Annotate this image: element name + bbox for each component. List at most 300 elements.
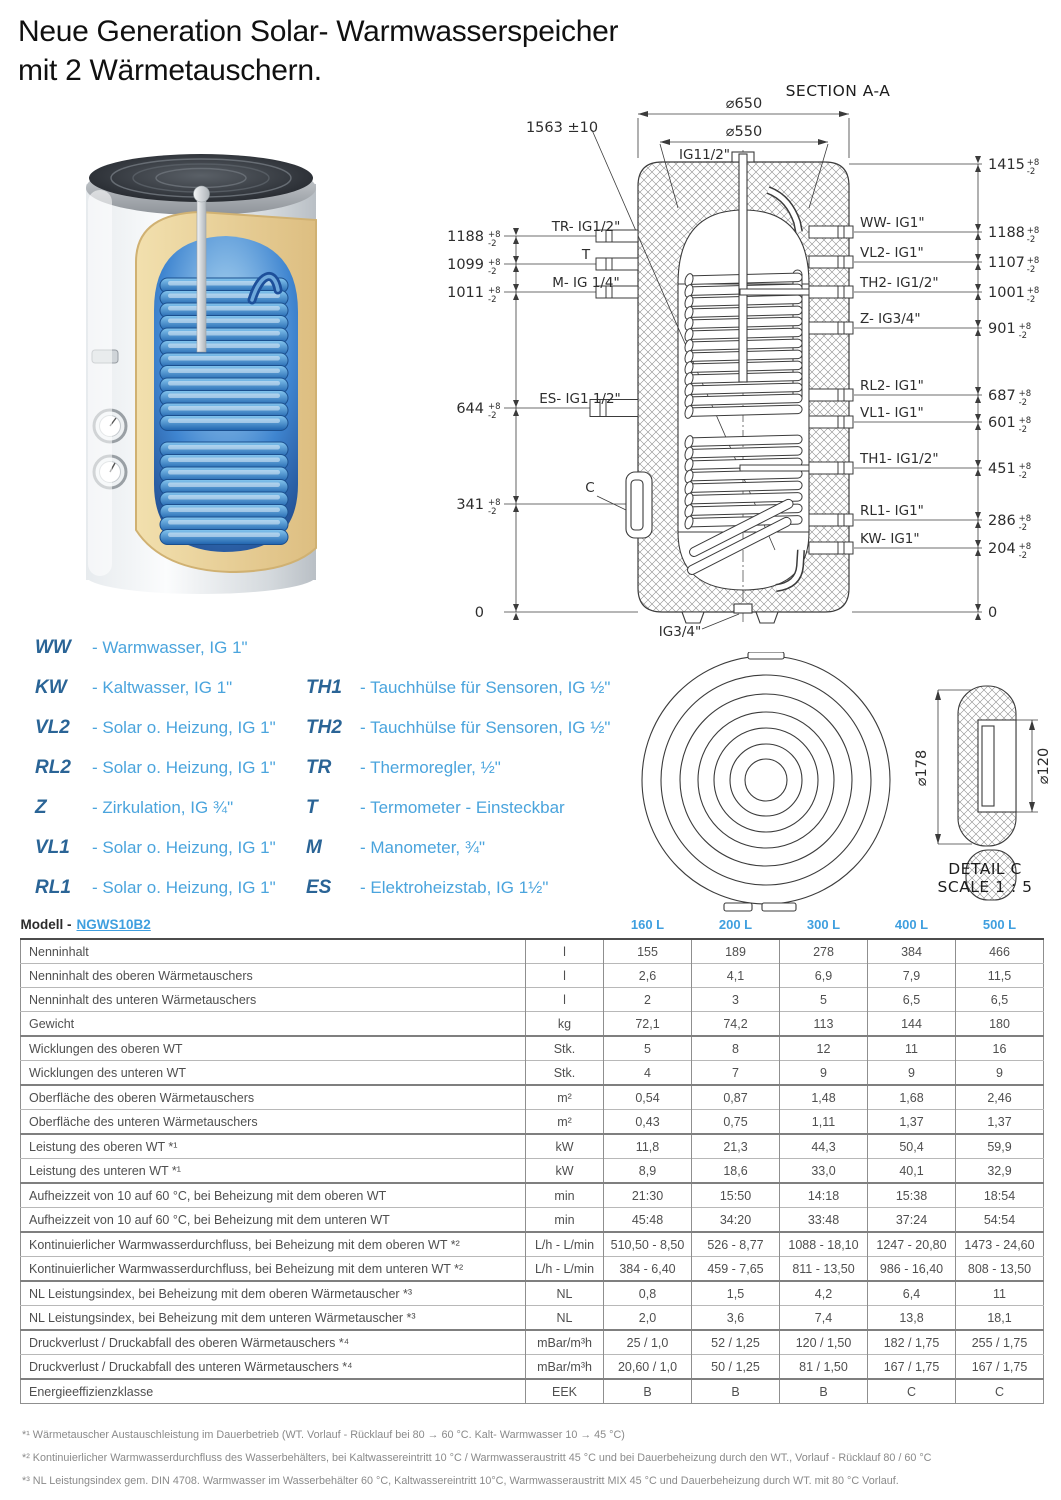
dimension-tolerance: -2 bbox=[1018, 425, 1028, 435]
row-value: 2,46 bbox=[987, 1090, 1012, 1105]
dimension-tolerance: +8 bbox=[488, 498, 501, 508]
table-row bbox=[21, 1159, 1044, 1184]
row-value: 2,6 bbox=[604, 964, 692, 988]
legend-row bbox=[306, 788, 610, 828]
port-label: TR- IG1/2" bbox=[551, 219, 621, 235]
legend-row bbox=[306, 748, 610, 788]
row-value: 113 bbox=[780, 1012, 868, 1037]
shell-highlight bbox=[88, 190, 112, 576]
row-value: 72,1 bbox=[604, 1012, 692, 1037]
legend-desc: - Tauchhülse für Sensoren, IG ½" bbox=[360, 718, 611, 737]
tank-cutaway-illustration bbox=[70, 128, 352, 620]
row-label: Kontinuierlicher Warmwasserdurchfluss, bei Beheizung mit dem oberen WT *² bbox=[21, 1232, 526, 1257]
table-row bbox=[21, 1012, 1044, 1037]
row-value: 3 bbox=[692, 988, 780, 1012]
row-value: 21,3 bbox=[692, 1134, 780, 1159]
legend-desc: - Kaltwasser, IG 1" bbox=[92, 678, 233, 697]
legend-row bbox=[306, 828, 610, 868]
row-value: 384 - 6,40 bbox=[604, 1257, 692, 1282]
port-stub bbox=[809, 462, 853, 474]
section-label: SECTION A-A bbox=[785, 82, 891, 100]
row-value: 0,8 bbox=[604, 1281, 692, 1306]
row-unit: min bbox=[526, 1208, 604, 1233]
dimension-tolerance: +8 bbox=[1026, 256, 1040, 266]
dimension-tolerance: -2 bbox=[488, 411, 497, 421]
legend-abbr: VL1 bbox=[35, 837, 70, 858]
heat-exchanger-coils bbox=[160, 278, 288, 545]
row-label: Oberfläche des oberen Wärmetauschers bbox=[21, 1085, 526, 1110]
legend-abbr: WW bbox=[35, 637, 71, 658]
dia-inner-dim: ⌀550 bbox=[725, 124, 763, 140]
footnotes bbox=[22, 1424, 931, 1493]
row-label: Oberfläche des unteren Wärmetauschers bbox=[21, 1110, 526, 1135]
row-unit: l bbox=[526, 964, 604, 988]
dia-outer-dim: ⌀650 bbox=[725, 96, 763, 112]
dimension-value: 644 bbox=[456, 401, 484, 417]
legend-desc: - Solar o. Heizung, IG 1" bbox=[92, 878, 276, 897]
row-label: Druckverlust / Druckabfall des oberen Wärmetauschers *⁴ bbox=[21, 1330, 526, 1355]
arrow-tick bbox=[513, 256, 519, 263]
row-value: 0,43 bbox=[604, 1110, 692, 1135]
row-label: Energieeffizienzklasse bbox=[21, 1379, 526, 1404]
dimension-value: 1188 bbox=[988, 225, 1025, 241]
row-value: 14:18 bbox=[780, 1183, 868, 1208]
row-label: Aufheizzeit von 10 auf 60 °C, bei Beheizung mit dem unteren WT bbox=[21, 1208, 526, 1233]
port-stub bbox=[809, 389, 853, 401]
row-value: 21:30 bbox=[604, 1183, 692, 1208]
row-value: 0,75 bbox=[692, 1110, 780, 1135]
arrow-tick bbox=[513, 613, 519, 620]
row-value: 1,68 bbox=[868, 1085, 956, 1110]
arrow-tick bbox=[975, 284, 981, 291]
legend-desc: - Termometer - Einsteckbar bbox=[360, 798, 565, 817]
row-value: 20,60 / 1,0 bbox=[604, 1355, 692, 1380]
row-value: 16 bbox=[992, 1041, 1007, 1056]
row-value: 1,37 bbox=[987, 1114, 1012, 1129]
row-value: 9 bbox=[868, 1061, 956, 1086]
legend-row bbox=[306, 868, 610, 908]
row-value: 11,8 bbox=[604, 1134, 692, 1159]
arrow-tick bbox=[975, 156, 981, 163]
row-value: 74,2 bbox=[692, 1012, 780, 1037]
row-value: 5 bbox=[780, 988, 868, 1012]
port-label: RL1- IG1" bbox=[860, 503, 924, 519]
legend-row bbox=[35, 868, 276, 908]
row-value: 44,3 bbox=[780, 1134, 868, 1159]
row-unit: kg bbox=[526, 1012, 604, 1037]
footnote: *² Kontinuierlicher Warmwasserdurchfluss des Wasserbehälters, bei Kaltwassereintritt 10 °C / Warmwasseraustritt 45 °C und bei Dauerbeheizung durch den WT., Vorlauf - Rücklauf 80 / 60 °C bbox=[22, 1452, 932, 1464]
table-row bbox=[21, 1281, 1044, 1306]
row-unit: NL bbox=[526, 1281, 604, 1306]
row-value: 155 bbox=[604, 939, 692, 964]
table-row bbox=[21, 964, 1044, 988]
column-header: 200 L bbox=[692, 910, 780, 939]
table-row bbox=[21, 1257, 1044, 1282]
arrow-tick bbox=[513, 237, 519, 244]
table-row bbox=[21, 1208, 1044, 1233]
dimension-tolerance: +8 bbox=[1018, 514, 1032, 524]
row-value: 1,48 bbox=[780, 1085, 868, 1110]
port-label: KW- IG1" bbox=[860, 531, 920, 547]
section-drawing bbox=[440, 80, 1061, 652]
arrow-tick bbox=[975, 387, 981, 394]
row-value: 144 bbox=[868, 1012, 956, 1037]
legend-desc: - Warmwasser, IG 1" bbox=[92, 638, 248, 657]
row-value: 6,5 bbox=[868, 988, 956, 1012]
row-value: 18,1 bbox=[987, 1310, 1012, 1325]
arrow-tick bbox=[975, 293, 981, 300]
port-label: Z- IG3/4" bbox=[860, 311, 921, 327]
detail-c-title: DETAIL C bbox=[948, 860, 1022, 878]
page-title-line2: mit 2 Wärmetauschern. bbox=[18, 54, 322, 87]
arrow-tick bbox=[975, 396, 981, 403]
arrow-tick bbox=[513, 505, 519, 512]
table-row bbox=[21, 1306, 1044, 1331]
row-label: Druckverlust / Druckabfall des unteren Wärmetauschers *⁴ bbox=[21, 1355, 526, 1380]
row-unit: l bbox=[526, 988, 604, 1012]
dimension-tolerance: +8 bbox=[1018, 542, 1032, 552]
row-unit: kW bbox=[526, 1134, 604, 1159]
arrow-tick bbox=[975, 263, 981, 270]
arrow-tick bbox=[975, 604, 981, 611]
row-value: 526 - 8,77 bbox=[692, 1232, 780, 1257]
dimension-tolerance: -2 bbox=[488, 267, 497, 277]
zero-left: 0 bbox=[474, 605, 484, 621]
row-unit: EEK bbox=[526, 1379, 604, 1404]
arrow-tick bbox=[975, 423, 981, 430]
dimension-tolerance: +8 bbox=[1018, 462, 1032, 472]
row-value: 11 bbox=[993, 1286, 1006, 1301]
port-stub bbox=[809, 226, 853, 238]
row-value: 2,0 bbox=[604, 1306, 692, 1331]
arrow-tick bbox=[513, 409, 519, 416]
arrow-tick bbox=[975, 549, 981, 556]
sensor-well bbox=[740, 465, 809, 471]
dimension-tolerance: +8 bbox=[1026, 286, 1040, 296]
arrow-tick bbox=[975, 254, 981, 261]
arrow-tick bbox=[513, 293, 519, 300]
page-title bbox=[18, 12, 618, 90]
dimension-value: 286 bbox=[988, 513, 1016, 529]
legend-row bbox=[306, 708, 610, 748]
table-row bbox=[21, 988, 1044, 1012]
detail-dia-outer: ⌀178 bbox=[914, 749, 930, 787]
arrow-tick bbox=[975, 165, 981, 172]
dimension-tolerance: -2 bbox=[488, 239, 497, 249]
port-stub bbox=[809, 542, 853, 554]
legend-row bbox=[35, 748, 276, 788]
dimension-value: 687 bbox=[988, 388, 1016, 404]
row-unit: mBar/m³h bbox=[526, 1330, 604, 1355]
row-unit: Stk. bbox=[526, 1036, 604, 1061]
table-row bbox=[21, 1379, 1044, 1404]
dimension-tolerance: -2 bbox=[1026, 235, 1036, 245]
legend-column-2 bbox=[306, 668, 610, 908]
row-value: 4,2 bbox=[780, 1281, 868, 1306]
arrow-tick bbox=[975, 224, 981, 231]
row-value: 8 bbox=[692, 1036, 780, 1061]
row-value: 59,9 bbox=[987, 1139, 1012, 1154]
row-value: 182 / 1,75 bbox=[868, 1330, 956, 1355]
row-value: 9 bbox=[780, 1061, 868, 1086]
table-row bbox=[21, 1110, 1044, 1135]
dimension-tolerance: +8 bbox=[488, 402, 501, 412]
row-value: 808 - 13,50 bbox=[967, 1261, 1032, 1276]
row-value: B bbox=[604, 1379, 692, 1404]
row-unit: m² bbox=[526, 1085, 604, 1110]
dimension-tolerance: +8 bbox=[488, 258, 501, 268]
dimension-tolerance: +8 bbox=[1018, 416, 1032, 426]
row-value: B bbox=[692, 1379, 780, 1404]
arrow-tick bbox=[975, 540, 981, 547]
dimension-tolerance: -2 bbox=[1018, 523, 1028, 533]
legend-row bbox=[306, 668, 610, 708]
legend-abbr: VL2 bbox=[35, 717, 70, 738]
legend-row bbox=[35, 708, 276, 748]
port-label: VL2- IG1" bbox=[860, 245, 924, 261]
row-value: 18,6 bbox=[692, 1159, 780, 1184]
table-row bbox=[21, 1183, 1044, 1208]
row-value: 986 - 16,40 bbox=[868, 1257, 956, 1282]
table-row bbox=[21, 1232, 1044, 1257]
dimension-tolerance: +8 bbox=[488, 230, 501, 240]
row-value: 278 bbox=[780, 939, 868, 964]
arrow-tick bbox=[513, 228, 519, 235]
legend-abbr: TR bbox=[306, 757, 332, 778]
dimension-value: 901 bbox=[988, 321, 1016, 337]
arrow-tick bbox=[975, 329, 981, 336]
sensor-well bbox=[740, 289, 809, 295]
row-value: 7,4 bbox=[780, 1306, 868, 1331]
row-unit: mBar/m³h bbox=[526, 1355, 604, 1380]
row-value: B bbox=[780, 1379, 868, 1404]
row-value: 5 bbox=[604, 1036, 692, 1061]
row-value: 2 bbox=[604, 988, 692, 1012]
row-value: 0,54 bbox=[604, 1085, 692, 1110]
legend-row bbox=[35, 668, 276, 708]
row-label: Leistung des unteren WT *¹ bbox=[21, 1159, 526, 1184]
row-value: 12 bbox=[780, 1036, 868, 1061]
dimension-tolerance: -2 bbox=[1018, 331, 1028, 341]
top-port-label: IG11/2" bbox=[679, 147, 730, 163]
row-value: 466 bbox=[989, 944, 1010, 959]
row-value: 13,8 bbox=[868, 1306, 956, 1331]
arrow-tick bbox=[975, 460, 981, 467]
legend-desc: - Solar o. Heizung, IG 1" bbox=[92, 758, 276, 777]
legend-desc: - Solar o. Heizung, IG 1" bbox=[92, 838, 276, 857]
detail-c-scale: SCALE 1 : 5 bbox=[937, 878, 1033, 896]
row-value: 33,0 bbox=[780, 1159, 868, 1184]
row-value: 1,11 bbox=[780, 1110, 868, 1135]
port-stub bbox=[596, 258, 638, 270]
legend-abbr: RL1 bbox=[35, 877, 71, 898]
port-stub bbox=[809, 256, 853, 268]
footnote: *³ NL Leistungsindex gem. DIN 4708. Warmwasser im Wasserbehälter 60 °C, Kaltwassereintritt 10°C, Warmwasseraustritt MIX 45 °C und Dauerbeheizung durch WT. mit 80 °C Vorlauf. bbox=[22, 1475, 899, 1487]
dimension-value: 204 bbox=[988, 541, 1016, 557]
arrow-tick bbox=[975, 414, 981, 421]
port-stub bbox=[809, 514, 853, 526]
row-unit: m² bbox=[526, 1110, 604, 1135]
right-dimension-group bbox=[849, 157, 1039, 561]
dimension-value: 451 bbox=[988, 461, 1016, 477]
dimension-tolerance: +8 bbox=[1018, 389, 1032, 399]
dimension-tolerance: +8 bbox=[1026, 158, 1040, 168]
dimension-tolerance: -2 bbox=[1018, 398, 1028, 408]
dimension-tolerance: +8 bbox=[1026, 226, 1040, 236]
row-label: NL Leistungsindex, bei Beheizung mit dem oberen Wärmetauscher *³ bbox=[21, 1281, 526, 1306]
dimension-tolerance: +8 bbox=[488, 286, 501, 296]
leader-line bbox=[597, 496, 626, 510]
dimension-value: 1415 bbox=[988, 157, 1025, 173]
row-value: 255 / 1,75 bbox=[971, 1335, 1028, 1350]
row-value: C bbox=[868, 1379, 956, 1404]
table-row bbox=[21, 1355, 1044, 1380]
row-unit: kW bbox=[526, 1159, 604, 1184]
port-label: C bbox=[585, 480, 595, 496]
table-row bbox=[21, 939, 1044, 964]
row-value: 7,9 bbox=[868, 964, 956, 988]
row-value: 34:20 bbox=[692, 1208, 780, 1233]
row-value: 52 / 1,25 bbox=[692, 1330, 780, 1355]
row-value: 50 / 1,25 bbox=[692, 1355, 780, 1380]
row-value: 50,4 bbox=[868, 1134, 956, 1159]
row-value: 4,1 bbox=[692, 964, 780, 988]
row-value: 32,9 bbox=[987, 1163, 1012, 1178]
row-unit: l bbox=[526, 939, 604, 964]
row-value: 7 bbox=[692, 1061, 780, 1086]
row-value: 0,87 bbox=[692, 1085, 780, 1110]
legend-abbr: ES bbox=[306, 877, 332, 898]
port-label: M- IG 1/4" bbox=[552, 275, 620, 291]
table-row bbox=[21, 1061, 1044, 1086]
row-value: 9 bbox=[996, 1065, 1003, 1080]
port-label: ES- IG1 1/2" bbox=[539, 391, 621, 407]
arrow-tick bbox=[975, 469, 981, 476]
bottom-port-label: IG3/4" bbox=[658, 624, 702, 640]
arrow-tick bbox=[975, 521, 981, 528]
column-header: 160 L bbox=[604, 910, 692, 939]
legend-abbr: TH2 bbox=[306, 717, 342, 738]
legend-row bbox=[35, 828, 276, 868]
dimension-tolerance: -2 bbox=[1018, 551, 1028, 561]
row-value: 6,5 bbox=[990, 992, 1009, 1007]
row-value: 45:48 bbox=[604, 1208, 692, 1233]
row-unit: min bbox=[526, 1183, 604, 1208]
port-label: TH1- IG1/2" bbox=[860, 451, 939, 467]
row-label: Gewicht bbox=[21, 1012, 526, 1037]
port-stub bbox=[809, 322, 853, 334]
column-header: 500 L bbox=[956, 910, 1044, 939]
row-value: C bbox=[994, 1384, 1005, 1399]
dimension-value: 1001 bbox=[988, 285, 1025, 301]
row-label: Wicklungen des oberen WT bbox=[21, 1036, 526, 1061]
row-value: 811 - 13,50 bbox=[780, 1257, 868, 1282]
legend-desc: - Elektroheizstab, IG 1½" bbox=[360, 878, 549, 897]
arrow-tick bbox=[975, 233, 981, 240]
row-unit: NL bbox=[526, 1306, 604, 1331]
column-header: 300 L bbox=[780, 910, 868, 939]
row-value: 180 bbox=[989, 1016, 1010, 1031]
legend-abbr: Z bbox=[35, 797, 47, 818]
row-unit: L/h - L/min bbox=[526, 1257, 604, 1282]
legend-abbr: T bbox=[306, 797, 318, 818]
row-value: 510,50 - 8,50 bbox=[604, 1232, 692, 1257]
row-value: 1,5 bbox=[692, 1281, 780, 1306]
arrow-tick bbox=[975, 512, 981, 519]
detail-c-drawing bbox=[880, 658, 1061, 903]
arrow-tick bbox=[513, 496, 519, 503]
port-stub bbox=[809, 286, 853, 298]
row-value: 459 - 7,65 bbox=[692, 1257, 780, 1282]
row-value: 11,5 bbox=[987, 968, 1012, 983]
row-value: 1247 - 20,80 bbox=[868, 1232, 956, 1257]
zero-right: 0 bbox=[988, 605, 998, 621]
port-label: RL2- IG1" bbox=[860, 378, 924, 394]
port-label: VL1- IG1" bbox=[860, 405, 924, 421]
row-value: 1088 - 18,10 bbox=[780, 1232, 868, 1257]
row-value: 25 / 1,0 bbox=[604, 1330, 692, 1355]
model-link[interactable]: NGWS10B2 bbox=[76, 916, 151, 932]
dimension-value: 1188 bbox=[447, 229, 484, 245]
row-value: 18:54 bbox=[983, 1188, 1016, 1203]
row-value: 37:24 bbox=[868, 1208, 956, 1233]
arrow-tick bbox=[975, 320, 981, 327]
dimension-tolerance: -2 bbox=[1026, 167, 1036, 177]
row-label: Nenninhalt bbox=[21, 939, 526, 964]
page-title-line1: Neue Generation Solar- Warmwasserspeicher bbox=[18, 15, 619, 48]
table-row bbox=[21, 1134, 1044, 1159]
port-label: T bbox=[581, 247, 591, 263]
row-unit: L/h - L/min bbox=[526, 1232, 604, 1257]
top-view-drawing bbox=[628, 652, 912, 912]
arrow-tick bbox=[513, 604, 519, 611]
table-row bbox=[21, 1036, 1044, 1061]
row-value: 40,1 bbox=[868, 1159, 956, 1184]
table-header-row bbox=[21, 910, 1044, 939]
arrow-tick bbox=[513, 265, 519, 272]
row-value: 1473 - 24,60 bbox=[964, 1237, 1035, 1252]
port-label: TH2- IG1/2" bbox=[860, 275, 939, 291]
row-value: 6,4 bbox=[868, 1281, 956, 1306]
row-value: 189 bbox=[692, 939, 780, 964]
dimension-value: 601 bbox=[988, 415, 1016, 431]
dimension-tolerance: -2 bbox=[1026, 295, 1036, 305]
dimension-tolerance: -2 bbox=[1026, 265, 1036, 275]
row-label: Kontinuierlicher Warmwasserdurchfluss, bei Beheizung mit dem unteren WT *² bbox=[21, 1257, 526, 1282]
row-value: 167 / 1,75 bbox=[868, 1355, 956, 1380]
spec-table bbox=[20, 910, 1044, 1404]
row-value: 81 / 1,50 bbox=[780, 1355, 868, 1380]
dimension-tolerance: -2 bbox=[488, 507, 497, 517]
column-header: 400 L bbox=[868, 910, 956, 939]
row-value: 167 / 1,75 bbox=[971, 1359, 1028, 1374]
row-value: 1,37 bbox=[868, 1110, 956, 1135]
row-label: NL Leistungsindex, bei Beheizung mit dem unteren Wärmetauscher *³ bbox=[21, 1306, 526, 1331]
dimension-value: 1107 bbox=[988, 255, 1025, 271]
legend-column-1 bbox=[35, 628, 276, 908]
table-row bbox=[21, 1330, 1044, 1355]
row-value: 54:54 bbox=[983, 1212, 1016, 1227]
row-label: Nenninhalt des unteren Wärmetauschers bbox=[21, 988, 526, 1012]
dimension-tolerance: -2 bbox=[488, 295, 497, 305]
row-value: 4 bbox=[604, 1061, 692, 1086]
model-header bbox=[21, 910, 604, 939]
footnote: *¹ Wärmetauscher Austauschleistung im Dauerbetrieb (WT. Vorlauf - Rücklauf bei 80 → 60 °C. Kalt- Warmwasser 10 → 45 °C) bbox=[22, 1429, 625, 1441]
row-value: 384 bbox=[868, 939, 956, 964]
row-value: 33:48 bbox=[780, 1208, 868, 1233]
row-label: Wicklungen des unteren WT bbox=[21, 1061, 526, 1086]
port-stub bbox=[809, 416, 853, 428]
